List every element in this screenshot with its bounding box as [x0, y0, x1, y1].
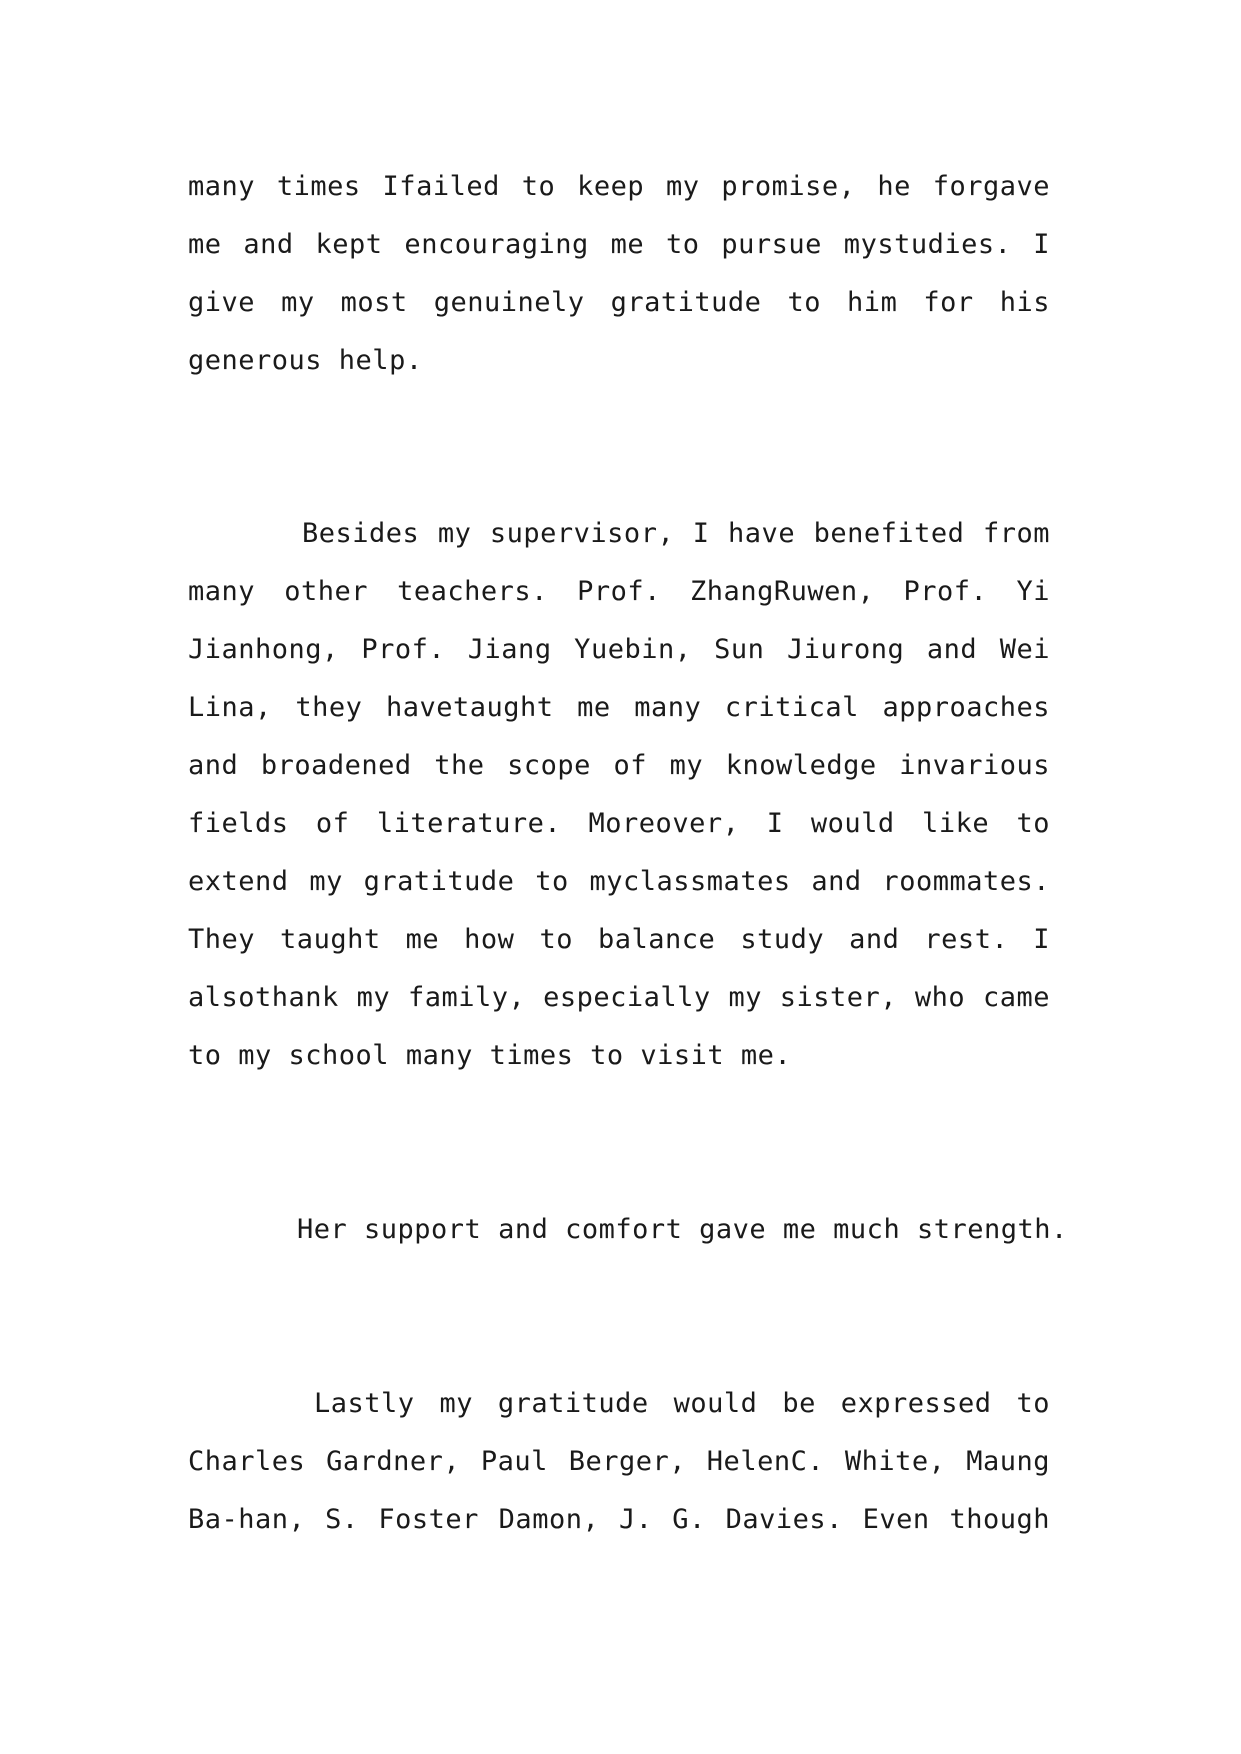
text-line: to my school many times to visit me.: [188, 1040, 792, 1071]
text-line: give my most genuinely gratitude to him for his: [188, 287, 1050, 318]
text-line: many times Ifailed to keep my promise, he forgave: [188, 171, 1050, 202]
text-line: generous help.: [188, 345, 423, 376]
text-line: They taught me how to balance study and rest. I: [188, 924, 1050, 955]
text-line: Besides my supervisor, I have benefited from: [302, 518, 1050, 549]
text-line: and broadened the scope of my knowledge invarious: [188, 750, 1050, 781]
text-line: Lina, they havetaught me many critical approaches: [188, 692, 1050, 723]
text-line: extend my gratitude to myclassmates and roommates.: [188, 866, 1050, 897]
text-line: Lastly my gratitude would be expressed to: [314, 1388, 1050, 1419]
text-line: many other teachers. Prof. ZhangRuwen, Prof. Yi: [188, 576, 1050, 607]
text-line: me and kept encouraging me to pursue mystudies. I: [188, 229, 1050, 260]
text-line: Her support and comfort gave me much strength.: [297, 1214, 1068, 1245]
text-line: Ba-han, S. Foster Damon, J. G. Davies. Even though: [188, 1504, 1050, 1535]
text-line: fields of literature. Moreover, I would like to: [188, 808, 1050, 839]
text-line: alsothank my family, especially my sister, who came: [188, 982, 1050, 1013]
text-line: Jianhong, Prof. Jiang Yuebin, Sun Jiurong and Wei: [188, 634, 1050, 665]
text-line: Charles Gardner, Paul Berger, HelenC. White, Maung: [188, 1446, 1050, 1477]
